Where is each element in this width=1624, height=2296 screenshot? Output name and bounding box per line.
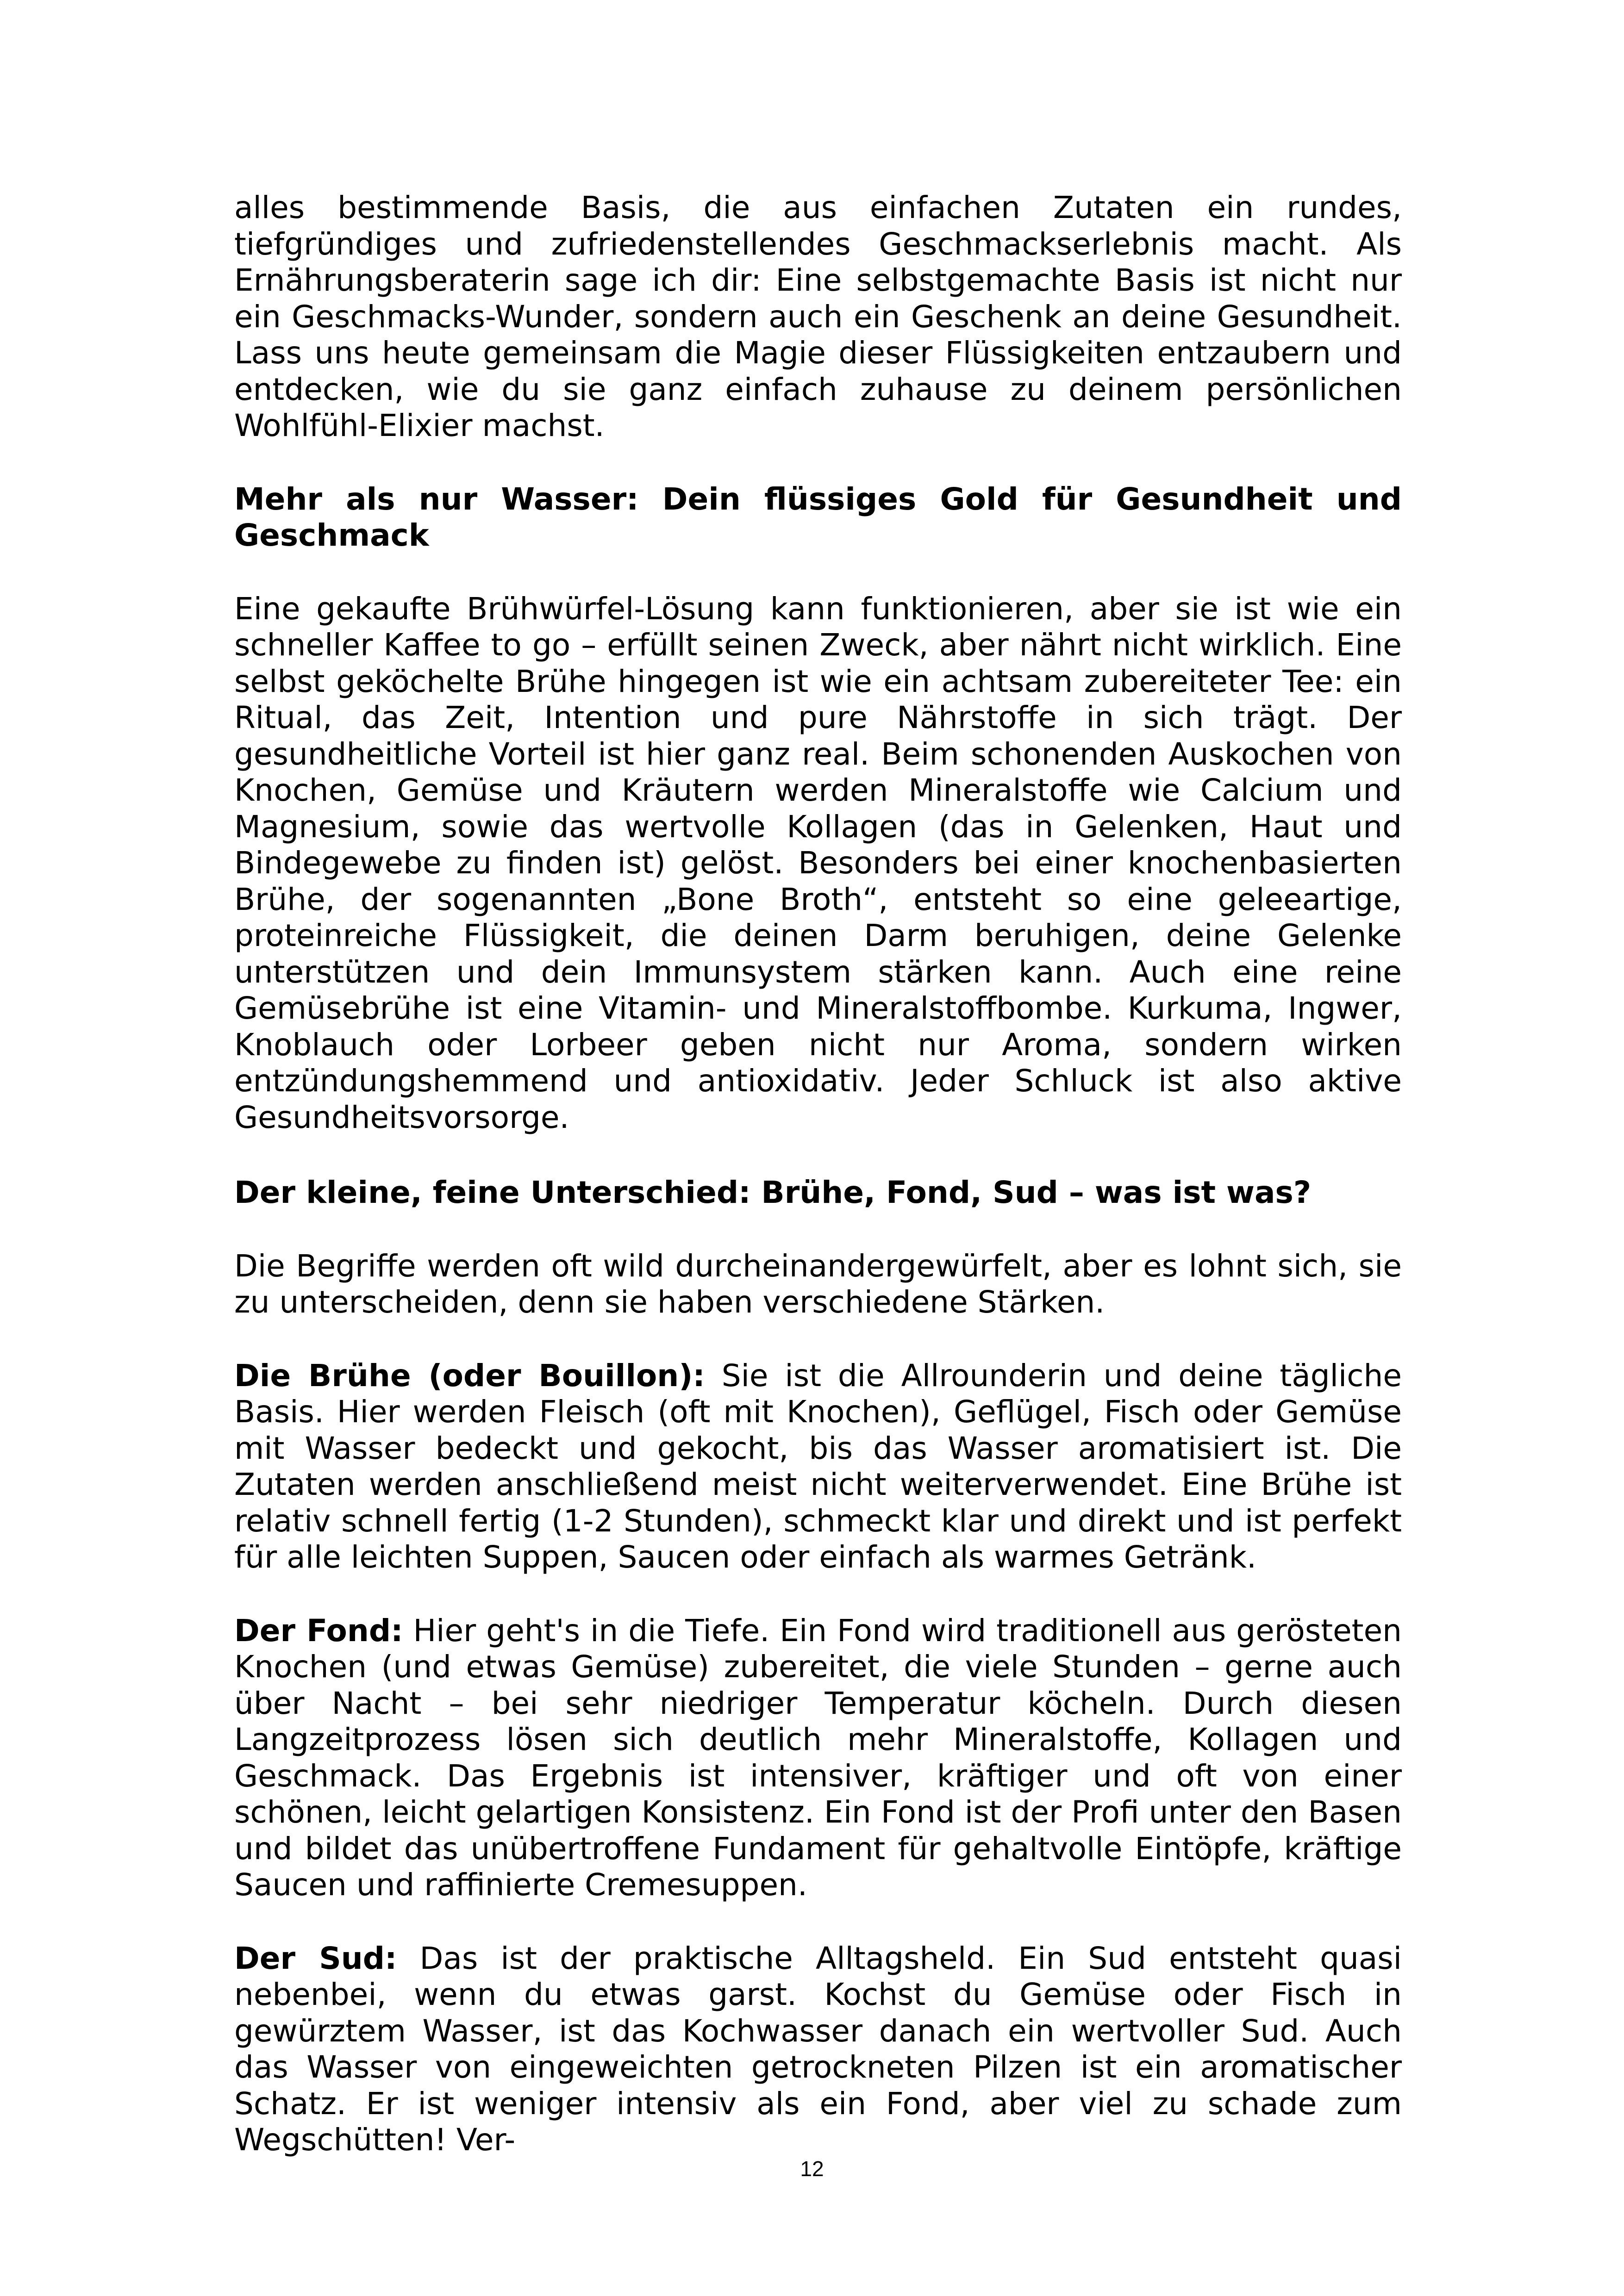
page-number: 12 — [800, 2157, 824, 2181]
definition-bruehe — [234, 1358, 1402, 1576]
term-label: Der Fond: — [234, 1612, 403, 1649]
term-label: Die Brühe (oder Bouillon): — [234, 1357, 705, 1394]
terms-intro-paragraph: Die Begriffe werden oft wild durcheinandergewürfelt, aber es lohnt sich, sie zu unterscheiden, denn sie haben verschiedene Stärken. — [234, 1248, 1402, 1320]
definition-sud — [234, 1941, 1402, 2159]
term-text: Hier geht's in die Tiefe. Ein Fond wird traditionell aus gerösteten Knochen (und etwas Gemüse) zubereitet, die viele Stunden – gerne auch über Nacht – bei sehr niedriger Temperatur köcheln. Durch diesen Langzeitprozess lösen sich deutlich mehr Mineralstoffe, Kollagen und Geschmack. Das Ergebnis ist intensiver, kräftiger und oft von einer schönen, leicht gelartigen Konsistenz. Ein Fond ist der Profi unter den Basen und bildet das unübertroffene Fundament für gehaltvolle Eintöpfe, kräftige Saucen und raffinierte Cremesuppen. — [234, 1612, 1402, 1903]
term-text: Sie ist die Allrounderin und deine tägliche Basis. Hier werden Fleisch (oft mit Knochen), Geflügel, Fisch oder Gemüse mit Wasser bedeckt und gekocht, bis das Wasser aromatisiert ist. Die Zutaten werden anschließend meist nicht weiterverwendet. Eine Brühe ist relativ schnell fertig (1-2 Stunden), schmeckt klar und direkt und ist perfekt für alle leichten Suppen, Saucen oder einfach als warmes Getränk. — [234, 1357, 1402, 1575]
section-heading-gold: Mehr als nur Wasser: Dein flüssiges Gold für Gesundheit und Geschmack — [234, 481, 1402, 553]
term-text: Das ist der praktische Alltagsheld. Ein Sud entsteht quasi nebenbei, wenn du etwas garst. Kochst du Gemüse oder Fisch in gewürztem Wasser, ist das Kochwasser danach ein wertvoller Sud. Auch das Wasser von eingeweichten getrockneten Pilzen ist ein aromatischer Schatz. Er ist weniger intensiv als ein Fond, aber viel zu schade zum Wegschütten! Ver- — [234, 1940, 1402, 2158]
definition-fond — [234, 1613, 1402, 1904]
section-heading-difference: Der kleine, feine Unterschied: Brühe, Fond, Sud – was ist was? — [234, 1175, 1312, 1210]
intro-paragraph: alles bestimmende Basis, die aus einfachen Zutaten ein rundes, tiefgründiges und zufriedenstellendes Geschmackserlebnis macht. Als Ernährungsberaterin sage ich dir: Eine selbstgemachte Basis ist nicht nur ein Geschmacks-Wunder, sondern auch ein Geschenk an deine Gesundheit. Lass uns heute gemeinsam die Magie dieser Flüssigkeiten entzaubern und entdecken, wie du sie ganz einfach zuhause zu deinem persönlichen Wohlfühl-Elixier machst. — [234, 190, 1402, 443]
health-benefits-paragraph: Eine gekaufte Brühwürfel-Lösung kann funktionieren, aber sie ist wie ein schneller Kaffee to go – erfüllt seinen Zweck, aber nährt nicht wirklich. Eine selbst geköchelte Brühe hingegen ist wie ein achtsam zubereiteter Tee: ein Ritual, das Zeit, Intention und pure Nährstoffe in sich trägt. Der gesundheitliche Vorteil ist hier ganz real. Beim schonenden Auskochen von Knochen, Gemüse und Kräutern werden Mineralstoffe wie Calcium und Magnesium, sowie das wertvolle Kollagen (das in Gelenken, Haut und Bindegewebe zu finden ist) gelöst. Besonders bei einer knochenbasierten Brühe, der sogenannten „Bone Broth“, entsteht so eine geleeartige, proteinreiche Flüssigkeit, die deinen Darm beruhigen, deine Gelenke unterstützen und dein Immunsystem stärken kann. Auch eine reine Gemüsebrühe ist eine Vitamin- und Mineralstoffbombe. Kurkuma, Ingwer, Knoblauch oder Lorbeer geben nicht nur Aroma, sondern wirken entzündungshemmend und antioxidativ. Jeder Schluck ist also aktive Gesundheitsvorsorge. — [234, 591, 1402, 1135]
term-label: Der Sud: — [234, 1940, 397, 1976]
page-content — [234, 190, 1402, 2159]
